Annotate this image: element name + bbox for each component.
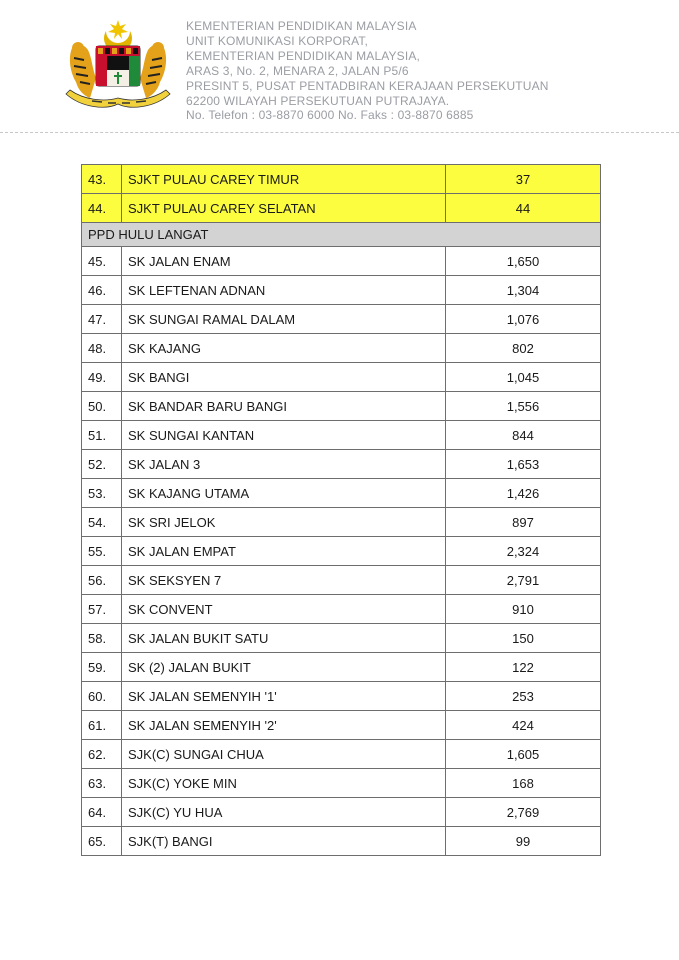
table-row <box>82 247 601 276</box>
table-row <box>82 479 601 508</box>
student-count: 122 <box>446 653 601 682</box>
row-number: 58. <box>82 624 122 653</box>
student-count: 910 <box>446 595 601 624</box>
table-row <box>82 595 601 624</box>
school-name: SK JALAN SEMENYIH '2' <box>122 711 446 740</box>
student-count: 897 <box>446 508 601 537</box>
school-name: SK SRI JELOK <box>122 508 446 537</box>
student-count: 99 <box>446 827 601 856</box>
school-name: SK SUNGAI RAMAL DALAM <box>122 305 446 334</box>
row-number: 49. <box>82 363 122 392</box>
school-name: SJK(C) SUNGAI CHUA <box>122 740 446 769</box>
school-rows <box>82 247 601 856</box>
row-number: 51. <box>82 421 122 450</box>
ministry-line: ARAS 3, No. 2, MENARA 2, JALAN P5/6 <box>186 63 409 78</box>
row-number: 45. <box>82 247 122 276</box>
student-count: 37 <box>446 165 601 194</box>
row-number: 62. <box>82 740 122 769</box>
ministry-line: PRESINT 5, PUSAT PENTADBIRAN KERAJAAN PERSEKUTUAN <box>186 78 549 93</box>
student-count: 44 <box>446 194 601 223</box>
table-row <box>82 165 601 194</box>
student-count: 844 <box>446 421 601 450</box>
school-name: SK BANGI <box>122 363 446 392</box>
school-name: SK LEFTENAN ADNAN <box>122 276 446 305</box>
letterhead <box>0 0 679 140</box>
school-name: SK JALAN EMPAT <box>122 537 446 566</box>
row-number: 55. <box>82 537 122 566</box>
coat-of-arms-icon <box>62 18 174 110</box>
student-count: 424 <box>446 711 601 740</box>
table-row <box>82 363 601 392</box>
school-name: SK CONVENT <box>122 595 446 624</box>
row-number: 59. <box>82 653 122 682</box>
school-table <box>81 164 601 856</box>
table-row <box>82 305 601 334</box>
table-row <box>82 421 601 450</box>
letterhead-divider <box>0 132 679 133</box>
row-number: 50. <box>82 392 122 421</box>
table-row <box>82 392 601 421</box>
school-name: SK JALAN SEMENYIH '1' <box>122 682 446 711</box>
ministry-line: 62200 WILAYAH PERSEKUTUAN PUTRAJAYA. <box>186 93 450 108</box>
row-number: 53. <box>82 479 122 508</box>
student-count: 1,076 <box>446 305 601 334</box>
row-number: 54. <box>82 508 122 537</box>
student-count: 168 <box>446 769 601 798</box>
group-header-row <box>82 223 601 247</box>
table-row <box>82 827 601 856</box>
table-row <box>82 194 601 223</box>
table-row <box>82 276 601 305</box>
school-name: SK JALAN ENAM <box>122 247 446 276</box>
table-row <box>82 682 601 711</box>
ministry-line: KEMENTERIAN PENDIDIKAN MALAYSIA <box>186 19 417 33</box>
table-row <box>82 508 601 537</box>
table-row <box>82 769 601 798</box>
student-count: 1,304 <box>446 276 601 305</box>
student-count: 1,426 <box>446 479 601 508</box>
row-number: 60. <box>82 682 122 711</box>
table-row <box>82 450 601 479</box>
ministry-line: KEMENTERIAN PENDIDIKAN MALAYSIA, <box>186 48 420 63</box>
student-count: 150 <box>446 624 601 653</box>
row-number: 43. <box>82 165 122 194</box>
ministry-line: UNIT KOMUNIKASI KORPORAT, <box>186 33 368 48</box>
student-count: 2,769 <box>446 798 601 827</box>
school-name: SJK(T) BANGI <box>122 827 446 856</box>
row-number: 57. <box>82 595 122 624</box>
row-number: 52. <box>82 450 122 479</box>
student-count: 1,045 <box>446 363 601 392</box>
school-name: SK BANDAR BARU BANGI <box>122 392 446 421</box>
table-row <box>82 653 601 682</box>
student-count: 253 <box>446 682 601 711</box>
table-row <box>82 624 601 653</box>
school-name: SK KAJANG UTAMA <box>122 479 446 508</box>
row-number: 64. <box>82 798 122 827</box>
school-name: SK (2) JALAN BUKIT <box>122 653 446 682</box>
school-name: SJK(C) YU HUA <box>122 798 446 827</box>
row-number: 48. <box>82 334 122 363</box>
school-name: SK JALAN 3 <box>122 450 446 479</box>
table-row <box>82 798 601 827</box>
table-row <box>82 537 601 566</box>
school-name: SJKT PULAU CAREY SELATAN <box>122 194 446 223</box>
student-count: 802 <box>446 334 601 363</box>
table-row <box>82 566 601 595</box>
school-name: SJKT PULAU CAREY TIMUR <box>122 165 446 194</box>
ministry-address-block <box>186 19 549 123</box>
school-name: SK KAJANG <box>122 334 446 363</box>
student-count: 2,324 <box>446 537 601 566</box>
student-count: 1,650 <box>446 247 601 276</box>
student-count: 1,605 <box>446 740 601 769</box>
ministry-line: No. Telefon : 03-8870 6000 No. Faks : 03-8870 6885 <box>186 108 474 123</box>
row-number: 47. <box>82 305 122 334</box>
row-number: 44. <box>82 194 122 223</box>
row-number: 46. <box>82 276 122 305</box>
table-row <box>82 711 601 740</box>
row-number: 61. <box>82 711 122 740</box>
student-count: 1,653 <box>446 450 601 479</box>
table-row <box>82 740 601 769</box>
table-row <box>82 334 601 363</box>
school-name: SJK(C) YOKE MIN <box>122 769 446 798</box>
row-number: 65. <box>82 827 122 856</box>
student-count: 1,556 <box>446 392 601 421</box>
row-number: 56. <box>82 566 122 595</box>
district-label: PPD HULU LANGAT <box>82 223 601 247</box>
student-count: 2,791 <box>446 566 601 595</box>
school-name: SK SUNGAI KANTAN <box>122 421 446 450</box>
row-number: 63. <box>82 769 122 798</box>
school-name: SK SEKSYEN 7 <box>122 566 446 595</box>
school-name: SK JALAN BUKIT SATU <box>122 624 446 653</box>
